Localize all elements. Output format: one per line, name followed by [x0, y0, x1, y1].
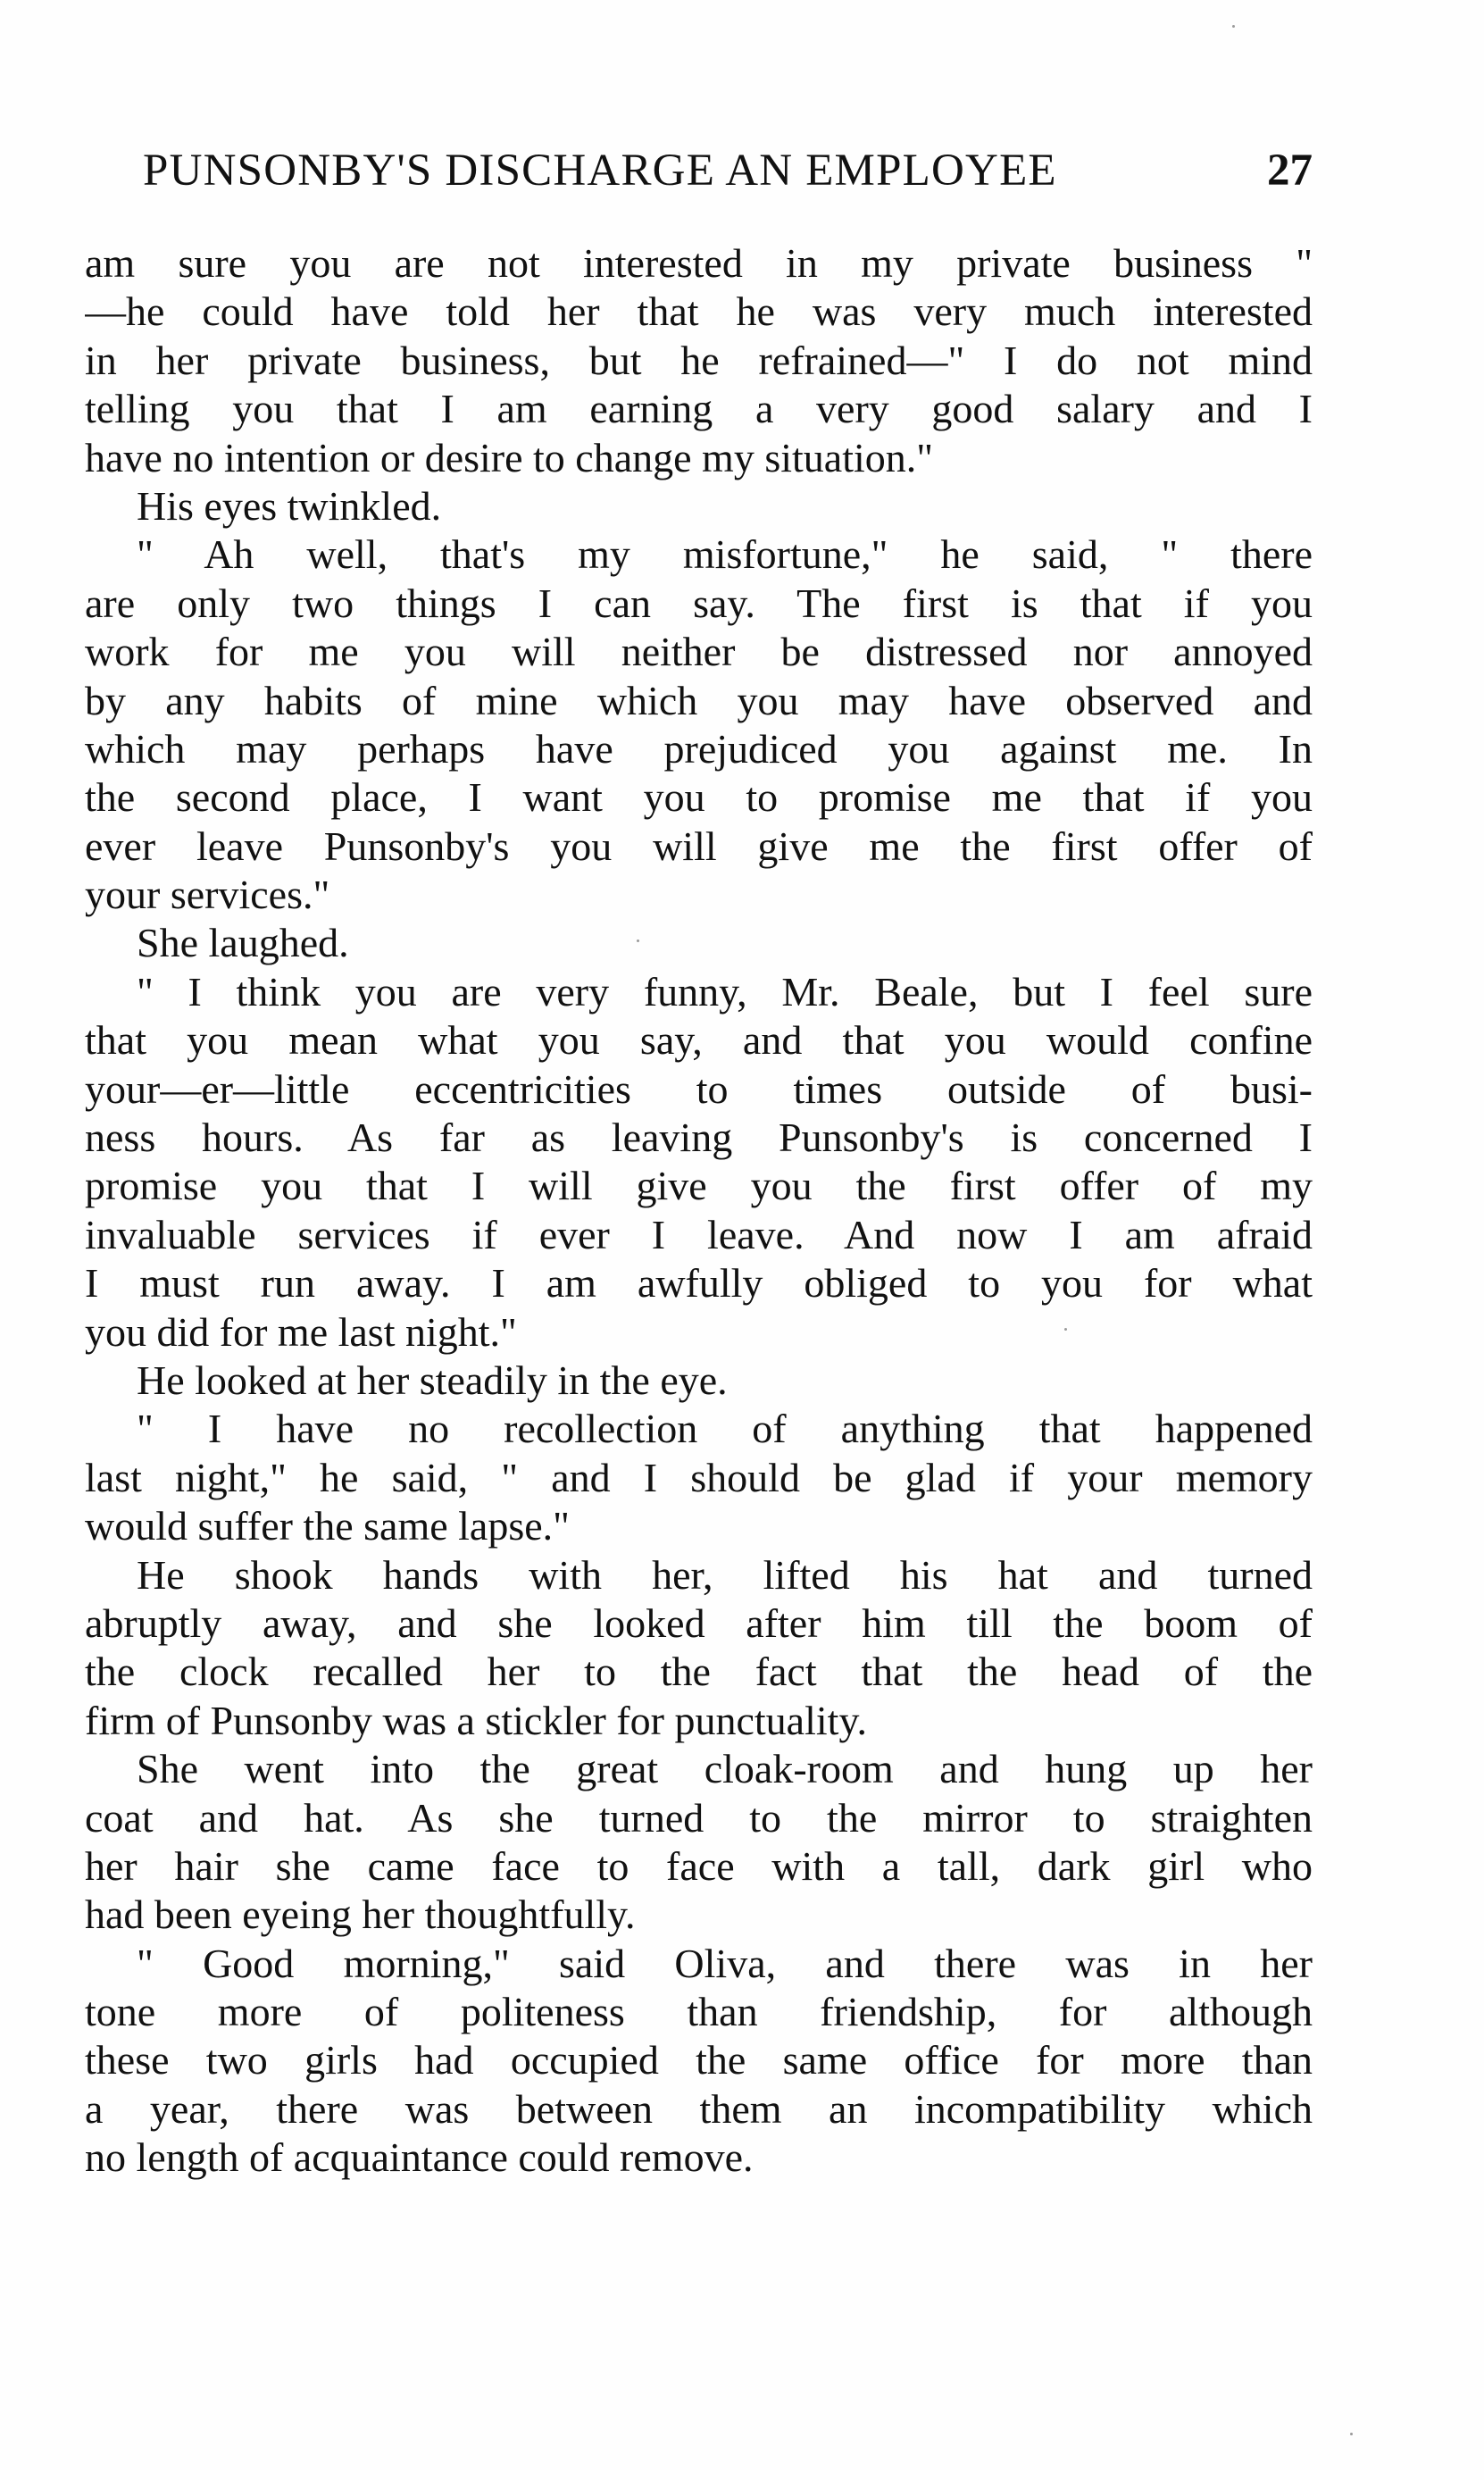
text-line: had been eyeing her thoughtfully. [85, 1891, 636, 1938]
page-header [143, 139, 1313, 202]
text-line: I must run away. I am awfully obliged to you for what [85, 1260, 1313, 1307]
text-line: the second place, I want you to promise me that if you [85, 774, 1313, 821]
text-line: He shook hands with her, lifted his hat and turned [137, 1551, 1313, 1598]
text-line: " I have no recollection of anything that happened [137, 1406, 1313, 1452]
text-line: firm of Punsonby was a stickler for punctuality. [85, 1697, 867, 1743]
text-line: promise you that I will give you the first offer of my [85, 1163, 1313, 1209]
text-line: are only two things I can say. The first is that if you [85, 580, 1313, 626]
running-title: PUNSONBY'S DISCHARGE AN EMPLOYEE [143, 146, 1057, 196]
text-line: telling you that I am earning a very good salary and I [85, 386, 1313, 432]
paper-speck [1232, 25, 1235, 28]
text-line: He looked at her steadily in the eye. [137, 1357, 728, 1403]
text-line: no length of acquaintance could remove. [85, 2134, 754, 2181]
text-line: last night," he said, " and I should be glad if your memory [85, 1454, 1313, 1500]
paper-speck [637, 939, 639, 942]
text-line: a year, there was between them an incompatibility which [85, 2085, 1313, 2132]
text-line: " Good morning," said Oliva, and there was in her [137, 1940, 1313, 1986]
text-line: by any habits of mine which you may have observed and [85, 677, 1313, 723]
paper-speck [1064, 1328, 1067, 1331]
text-line: which may perhaps have prejudiced you against me. In [85, 725, 1313, 772]
text-line: would suffer the same lapse." [85, 1503, 570, 1549]
text-line: She went into the great cloak-room and hung up her [137, 1746, 1313, 1792]
text-line: her hair she came face to face with a tall, dark girl who [85, 1842, 1313, 1889]
text-line: ness hours. As far as leaving Punsonby's is concerned I [85, 1115, 1313, 1161]
paper-speck [1350, 2433, 1353, 2435]
text-line: am sure you are not interested in my private business " [85, 240, 1313, 286]
text-line: that you mean what you say, and that you would confine [85, 1017, 1313, 1064]
text-line: invaluable services if ever I leave. And now I am afraid [85, 1211, 1313, 1257]
text-line: the clock recalled her to the fact that the head of the [85, 1649, 1313, 1695]
text-line: have no intention or desire to change my situation." [85, 434, 934, 480]
text-line: —he could have told her that he was very much interested [85, 288, 1313, 335]
text-line: your services." [85, 872, 330, 918]
text-line: your—er—little eccentricities to times outside of busi- [85, 1065, 1313, 1112]
text-line: in her private business, but he refrained—" I do not mind [85, 337, 1313, 383]
text-line: you did for me last night." [85, 1308, 517, 1355]
text-line: coat and hat. As she turned to the mirror to straighten [85, 1794, 1313, 1841]
text-line: work for me you will neither be distressed nor annoyed [85, 629, 1313, 675]
text-line: tone more of politeness than friendship, for although [85, 1989, 1313, 2035]
text-line: His eyes twinkled. [137, 482, 442, 529]
text-line: " Ah well, that's my misfortune," he said, " there [137, 531, 1313, 578]
text-line: She laughed. [137, 920, 349, 966]
text-line: ever leave Punsonby's you will give me the first offer of [85, 822, 1313, 869]
page-number: 27 [1267, 146, 1313, 196]
text-line: abruptly away, and she looked after him till the boom of [85, 1599, 1313, 1646]
text-line: " I think you are very funny, Mr. Beale, but I feel sure [137, 968, 1313, 1015]
body-text [85, 239, 1313, 2204]
text-line: these two girls had occupied the same office for more than [85, 2037, 1313, 2083]
